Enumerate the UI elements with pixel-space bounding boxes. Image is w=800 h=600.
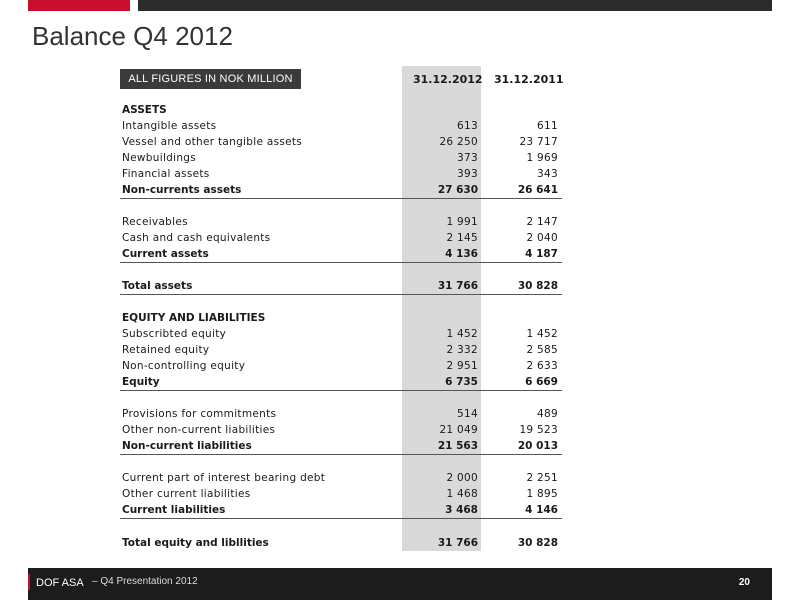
row-label: Non-controlling equity [122, 360, 246, 372]
value-2012: 31 766 [437, 280, 478, 292]
row-label: Subscribted equity [122, 328, 227, 340]
table-row [120, 326, 562, 342]
table-row [120, 535, 562, 551]
value-2012: 1 468 [446, 488, 478, 500]
value-2012: 2 332 [446, 344, 478, 356]
row-label: Current liabilities [122, 504, 226, 516]
value-2012: 21 049 [439, 424, 478, 436]
table-row [120, 102, 562, 118]
table-row [120, 310, 562, 326]
row-label: Equity [122, 376, 160, 388]
table-row [120, 438, 562, 455]
row-label: Receivables [122, 216, 188, 228]
column-header-2011: 31.12.2011 [494, 73, 564, 86]
row-label: Financial assets [122, 168, 210, 180]
table-row [120, 150, 562, 166]
value-2011: 2 040 [526, 232, 558, 244]
value-2011: 30 828 [517, 280, 558, 292]
table-row [120, 470, 562, 486]
footer-accent-mark [28, 574, 30, 590]
value-2012: 373 [457, 152, 478, 164]
value-2012: 2 145 [446, 232, 478, 244]
value-2011: 30 828 [517, 537, 558, 549]
page-title: Balance Q4 2012 [32, 21, 233, 51]
value-2011: 2 251 [526, 472, 558, 484]
table-row [120, 230, 562, 246]
value-2012: 21 563 [437, 440, 478, 452]
value-2011: 2 147 [526, 216, 558, 228]
table-row [120, 374, 562, 391]
footer-bar [28, 568, 772, 600]
page-number: 20 [738, 577, 750, 588]
table-row [120, 358, 562, 374]
row-label: Current assets [122, 248, 209, 260]
row-label: Current part of interest bearing debt [122, 472, 326, 484]
table-row [120, 134, 562, 150]
value-2011: 343 [537, 168, 558, 180]
value-2011: 1 969 [526, 152, 558, 164]
table-row [120, 406, 562, 422]
column-header-2012: 31.12.2012 [413, 73, 483, 86]
value-2011: 19 523 [519, 424, 558, 436]
value-2012: 27 630 [437, 184, 478, 196]
value-2012: 4 136 [445, 248, 478, 260]
value-2011: 1 895 [526, 488, 558, 500]
value-2012: 393 [457, 168, 478, 180]
table-row [120, 342, 562, 358]
row-label: Other non-current liabilities [122, 424, 276, 436]
value-2012: 514 [457, 408, 478, 420]
value-2011: 6 669 [525, 376, 558, 388]
table-row [120, 118, 562, 134]
table-row [120, 486, 562, 502]
row-label: Vessel and other tangible assets [122, 136, 303, 148]
row-label: Total assets [122, 280, 193, 292]
footer-presentation-title: – Q4 Presentation 2012 [92, 576, 198, 587]
table-row [120, 166, 562, 182]
figures-unit-badge: ALL FIGURES IN NOK MILLION [120, 69, 301, 89]
row-label: Non-currents assets [122, 184, 242, 196]
value-2012: 1 452 [446, 328, 478, 340]
header-accent-bar [28, 0, 130, 11]
value-2012: 1 991 [446, 216, 478, 228]
value-2011: 489 [537, 408, 558, 420]
value-2011: 4 146 [525, 504, 558, 516]
value-2011: 23 717 [519, 136, 558, 148]
value-2011: 2 585 [526, 344, 558, 356]
value-2011: 20 013 [517, 440, 558, 452]
value-2012: 6 735 [445, 376, 478, 388]
row-label: Intangible assets [122, 120, 217, 132]
table-row [120, 502, 562, 519]
value-2012: 2 000 [446, 472, 478, 484]
row-label: EQUITY AND LIABILITIES [122, 312, 266, 324]
value-2011: 1 452 [526, 328, 558, 340]
table-row [120, 182, 562, 199]
table-row [120, 246, 562, 263]
row-label: Retained equity [122, 344, 210, 356]
row-label: Provisions for commitments [122, 408, 277, 420]
row-label: Cash and cash equivalents [122, 232, 271, 244]
row-label: Other current liabilities [122, 488, 251, 500]
row-label: ASSETS [122, 104, 167, 116]
value-2012: 613 [457, 120, 478, 132]
footer-company: DOF ASA [36, 577, 84, 589]
value-2012: 31 766 [437, 537, 478, 549]
value-2012: 3 468 [445, 504, 478, 516]
row-label: Total equity and libllities [122, 537, 269, 549]
value-2011: 2 633 [526, 360, 558, 372]
value-2011: 611 [537, 120, 558, 132]
row-label: Non-current liabilities [122, 440, 252, 452]
value-2011: 26 641 [517, 184, 558, 196]
table-row [120, 278, 562, 295]
header-dark-bar [138, 0, 772, 11]
value-2012: 2 951 [446, 360, 478, 372]
value-2011: 4 187 [525, 248, 558, 260]
table-row [120, 214, 562, 230]
row-label: Newbuildings [122, 152, 197, 164]
table-row [120, 422, 562, 438]
value-2012: 26 250 [439, 136, 478, 148]
